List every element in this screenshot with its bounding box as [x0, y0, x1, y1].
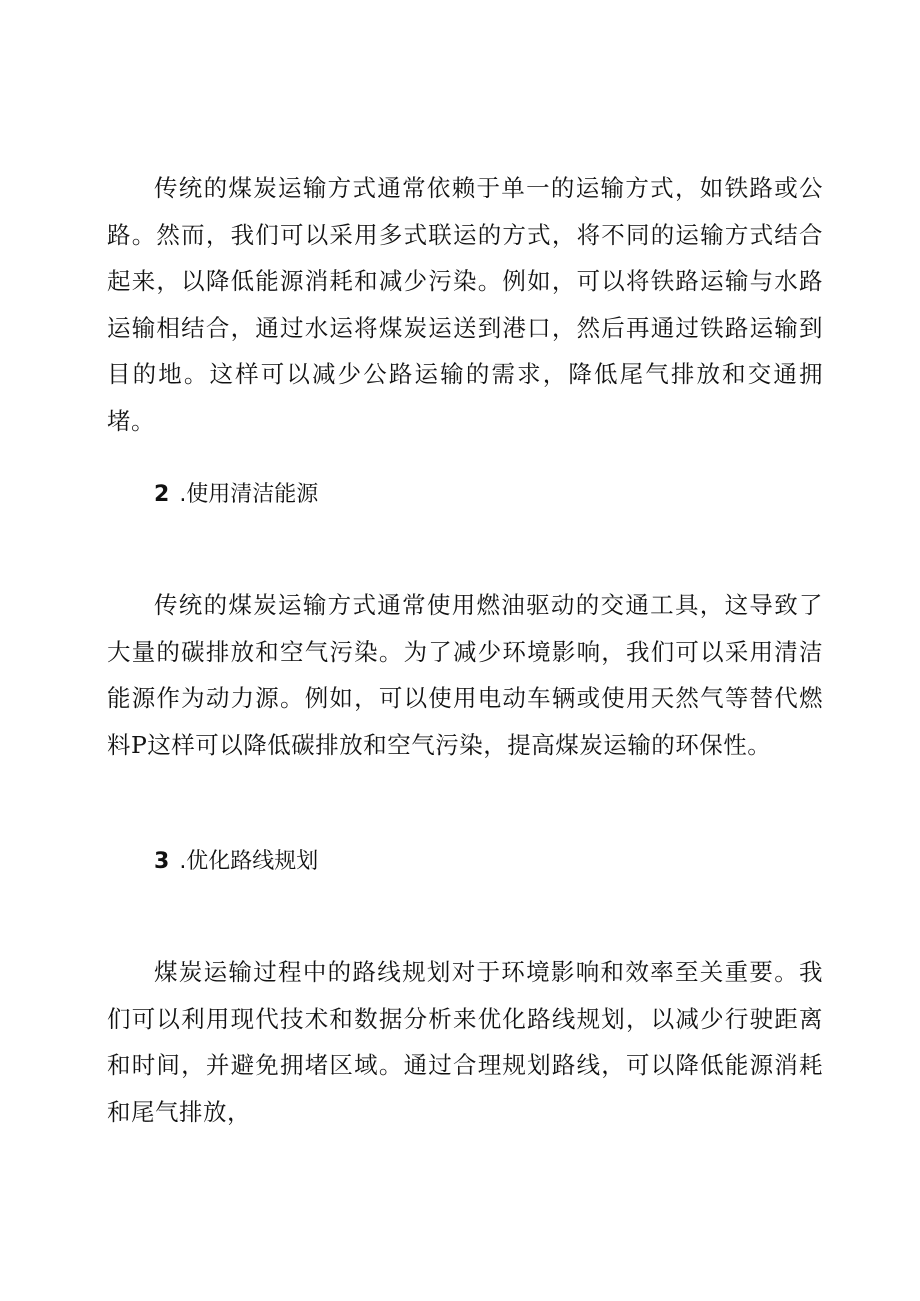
section-title: .使用清洁能源	[179, 482, 319, 507]
paragraph-clean-energy: 传统的煤炭运输方式通常使用燃油驱动的交通工具，这导致了大量的碳排放和空气污染。为了减少环境影响，我们可以采用清洁能源作为动力源。例如，可以使用电动车辆或使用天然气等替代燃料P这样可以降低碳排放和空气污染，提高煤炭运输的环保性。	[107, 591, 823, 759]
section-heading-clean-energy	[154, 480, 318, 510]
section-number: 2	[154, 482, 170, 507]
section-heading-route-planning	[154, 847, 318, 877]
section-number: 3	[154, 849, 170, 874]
paragraph-route-planning: 煤炭运输过程中的路线规划对于环境影响和效率至关重要。我们可以利用现代技术和数据分析来优化路线规划，以减少行驶距离和时间，并避免拥堵区域。通过合理规划路线，可以降低能源消耗和尾气排放，	[107, 958, 823, 1126]
paragraph-multimodal-transport: 传统的煤炭运输方式通常依赖于单一的运输方式，如铁路或公路。然而，我们可以采用多式联运的方式，将不同的运输方式结合起来，以降低能源消耗和减少污染。例如，可以将铁路运输与水路运输相结合，通过水运将煤炭运送到港口，然后再通过铁路运输到目的地。这样可以减少公路运输的需求，降低尾气排放和交通拥堵。	[107, 174, 823, 435]
section-title: .优化路线规划	[179, 849, 319, 874]
